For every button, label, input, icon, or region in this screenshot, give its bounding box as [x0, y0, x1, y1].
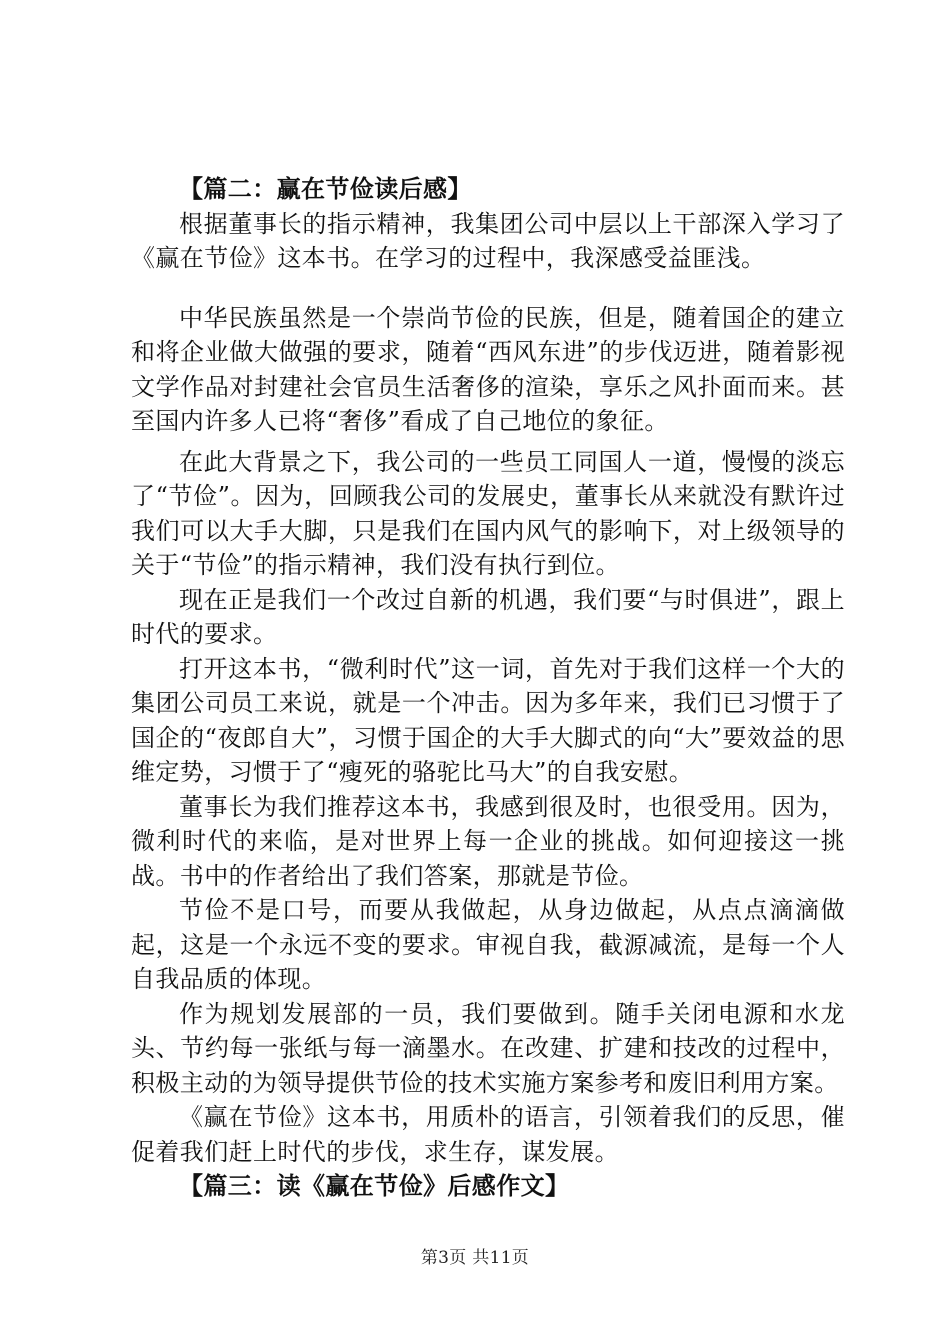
paragraph-5: 打开这本书，“微利时代”这一词，首先对于我们这样一个大的集团公司员工来说，就是一个冲击。因为多年来，我们已习惯于了国企的“夜郎自大”，习惯于国企的大手大脚式的向“大”要效益的思维定势，习惯于了“瘦死的骆驼比马大”的自我安慰。: [131, 654, 845, 786]
paragraph-9: 《赢在节俭》这本书，用质朴的语言，引领着我们的反思，催促着我们赶上时代的步伐，求生存，谋发展。: [131, 1103, 845, 1166]
section-heading-3: 【篇三：读《赢在节俭》后感作文】: [179, 1171, 570, 1200]
paragraph-1: 根据董事长的指示精神，我集团公司中层以上干部深入学习了《赢在节俭》这本书。在学习的过程中，我深感受益匪浅。: [131, 209, 845, 272]
paragraph-3: 在此大背景之下，我公司的一些员工同国人一道，慢慢的淡忘了“节俭”。因为，回顾我公司的发展史，董事长从来就没有默许过我们可以大手大脚，只是我们在国内风气的影响下，对上级领导的关于“节俭”的指示精神，我们没有执行到位。: [131, 447, 845, 579]
paragraph-8: 作为规划发展部的一员，我们要做到。随手关闭电源和水龙头、节约每一张纸与每一滴墨水。在改建、扩建和技改的过程中，积极主动的为领导提供节俭的技术实施方案参考和废旧利用方案。: [131, 999, 845, 1097]
page-number-footer: 第3页 共11页: [420, 1248, 530, 1268]
document-body: [131, 172, 845, 1204]
section-heading-2: 【篇二：赢在节俭读后感】: [179, 174, 472, 203]
paragraph-7: 节俭不是口号，而要从我做起，从身边做起，从点点滴滴做起，这是一个永远不变的要求。审视自我，截源减流，是每一个人自我品质的体现。: [131, 896, 845, 993]
paragraph-4: 现在正是我们一个改过自新的机遇，我们要“与时俱进”，跟上时代的要求。: [131, 585, 845, 648]
paragraph-6: 董事长为我们推荐这本书，我感到很及时，也很受用。因为，微利时代的来临，是对世界上每一企业的挑战。如何迎接这一挑战。书中的作者给出了我们答案，那就是节俭。: [131, 792, 845, 890]
paragraph-2: 中华民族虽然是一个崇尚节俭的民族，但是，随着国企的建立和将企业做大做强的要求，随着“西风东进”的步伐迈进，随着影视文学作品对封建社会官员生活奢侈的渲染，享乐之风扑面而来。甚至国内许多人已将“奢侈”看成了自己地位的象征。: [131, 303, 845, 435]
